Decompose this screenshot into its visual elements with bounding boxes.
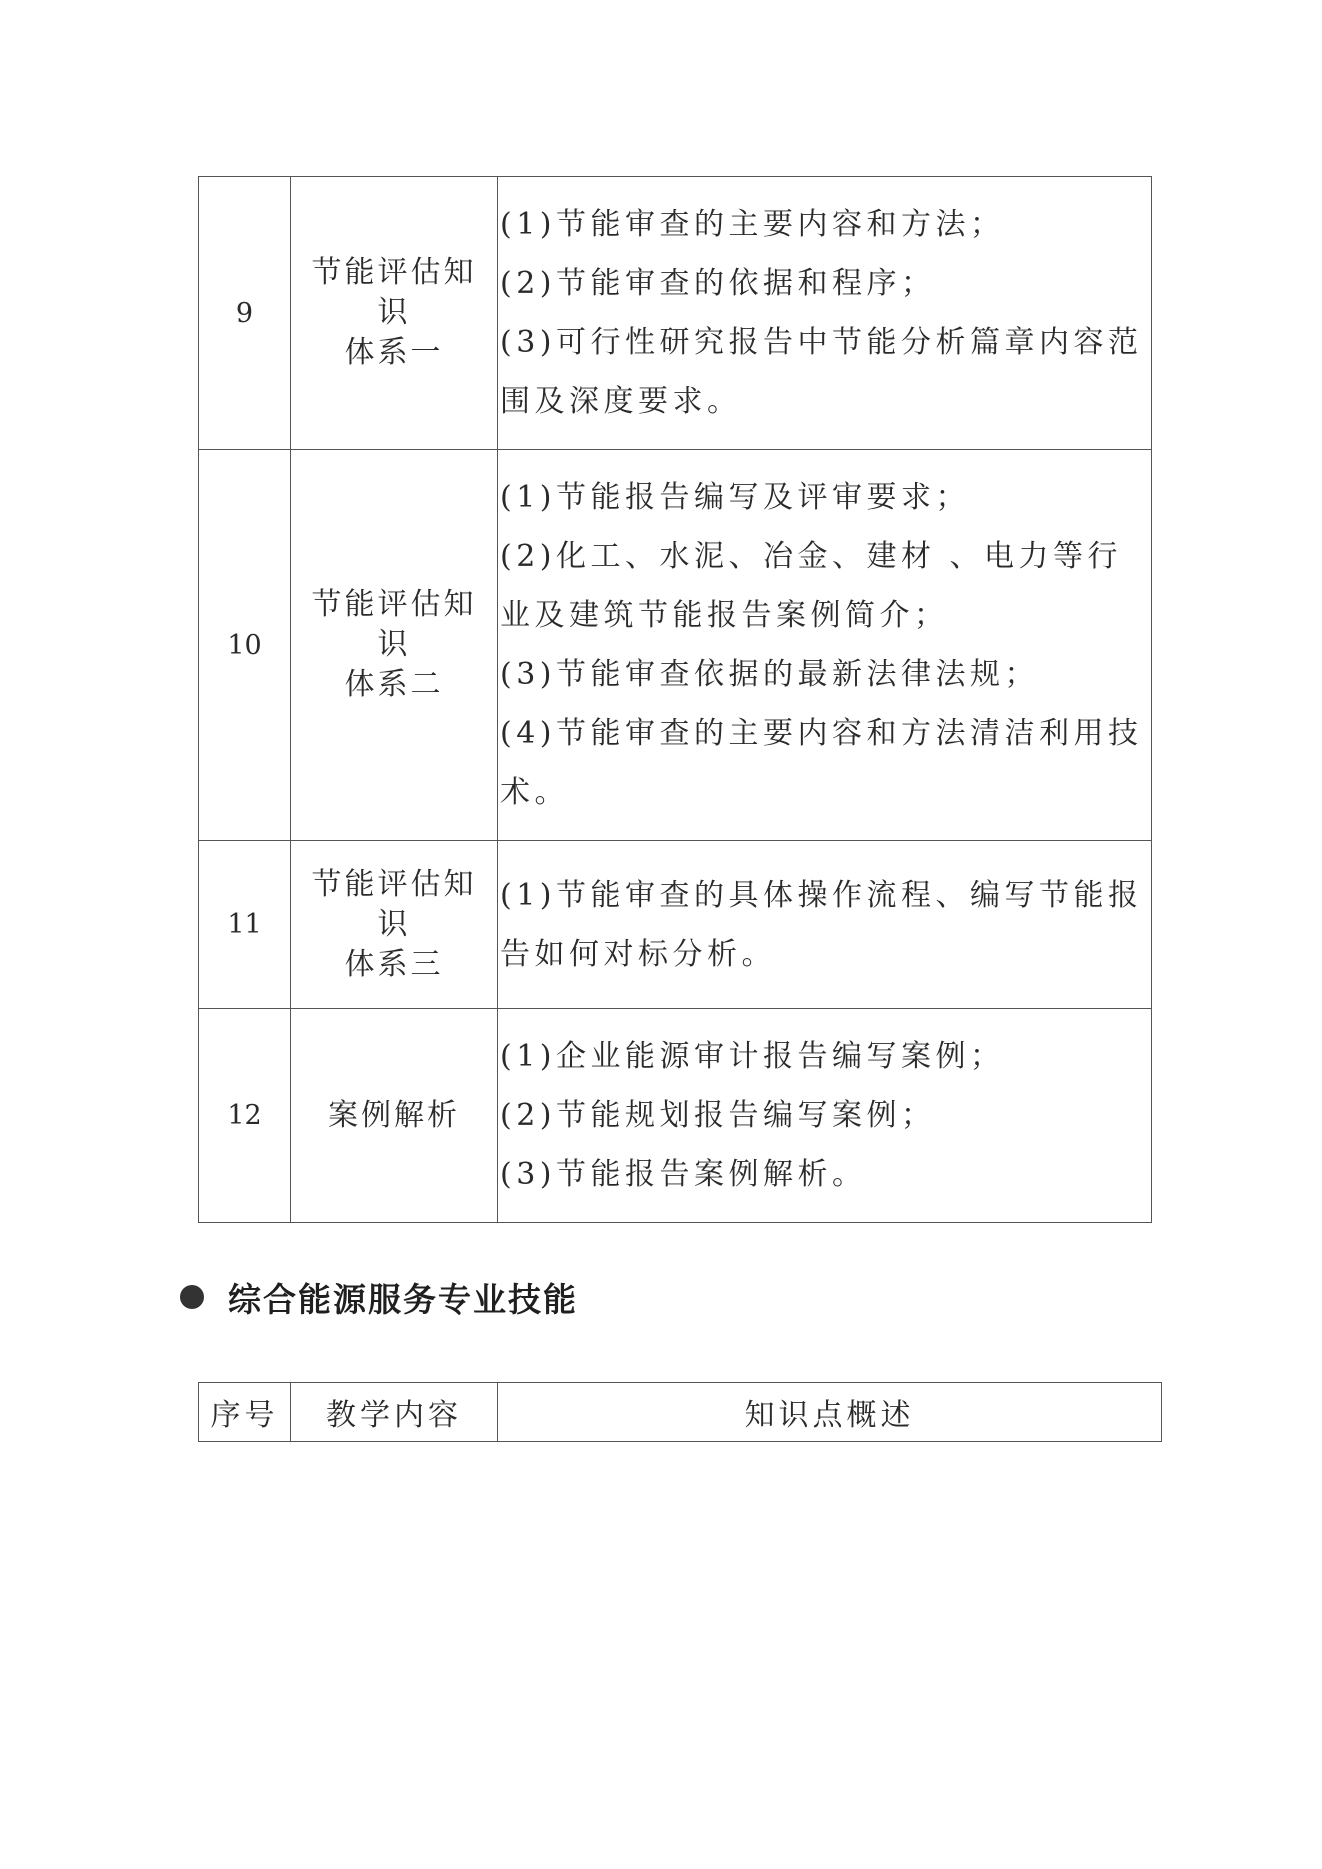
topic-line: 节能评估知识 <box>311 866 477 942</box>
table-row <box>199 1009 1152 1223</box>
row-topic <box>291 450 498 841</box>
header-row <box>199 1383 1162 1442</box>
knowledge-item: (2)节能规划报告编写案例； <box>500 1098 936 1133</box>
row-description <box>498 1009 1152 1223</box>
knowledge-item: (4)节能审查的主要内容和方法清洁利用技术。 <box>500 716 1143 810</box>
knowledge-item: (1)节能报告编写及评审要求； <box>500 480 970 515</box>
row-topic <box>291 1009 498 1223</box>
knowledge-item: (1)节能审查的具体操作流程、编写节能报告如何对标分析。 <box>500 877 1143 972</box>
header-cell-content: 教学内容 <box>291 1383 498 1442</box>
bullet-icon <box>180 1285 204 1309</box>
header-cell-number: 序号 <box>199 1383 291 1442</box>
row-topic <box>291 841 498 1009</box>
topic-line: 体系一 <box>344 335 444 370</box>
row-number: 10 <box>199 450 291 841</box>
topic-line: 体系二 <box>344 667 444 702</box>
knowledge-item: (3)节能报告案例解析。 <box>500 1157 867 1192</box>
skills-table-header <box>198 1382 1162 1442</box>
table-row <box>199 841 1152 1009</box>
row-description <box>498 841 1152 1009</box>
row-number: 12 <box>199 1009 291 1223</box>
knowledge-item: (1)节能审查的主要内容和方法； <box>500 207 1005 242</box>
row-number: 9 <box>199 177 291 450</box>
section-title: 综合能源服务专业技能 <box>228 1279 578 1319</box>
knowledge-item: (3)可行性研究报告中节能分析篇章内容范围及深度要求。 <box>500 325 1143 419</box>
row-topic <box>291 177 498 450</box>
topic-line: 案例解析 <box>328 1097 460 1133</box>
course-table <box>198 176 1152 1223</box>
topic-line: 体系三 <box>344 946 444 982</box>
knowledge-item: (1)企业能源审计报告编写案例； <box>500 1039 1005 1074</box>
row-description <box>498 177 1152 450</box>
knowledge-item: (2)节能审查的依据和程序； <box>500 266 936 301</box>
row-number: 11 <box>199 841 291 1009</box>
section-heading <box>180 1272 578 1322</box>
table-row <box>199 177 1152 450</box>
knowledge-item: (2)化工、水泥、冶金、建材 、电力等行业及建筑节能报告案例简介； <box>500 539 1123 633</box>
topic-line: 节能评估知识 <box>311 587 477 662</box>
table-row <box>199 450 1152 841</box>
topic-line: 节能评估知识 <box>311 255 477 330</box>
row-description <box>498 450 1152 841</box>
header-cell-overview: 知识点概述 <box>498 1383 1162 1442</box>
knowledge-item: (3)节能审查依据的最新法律法规； <box>500 657 1039 692</box>
